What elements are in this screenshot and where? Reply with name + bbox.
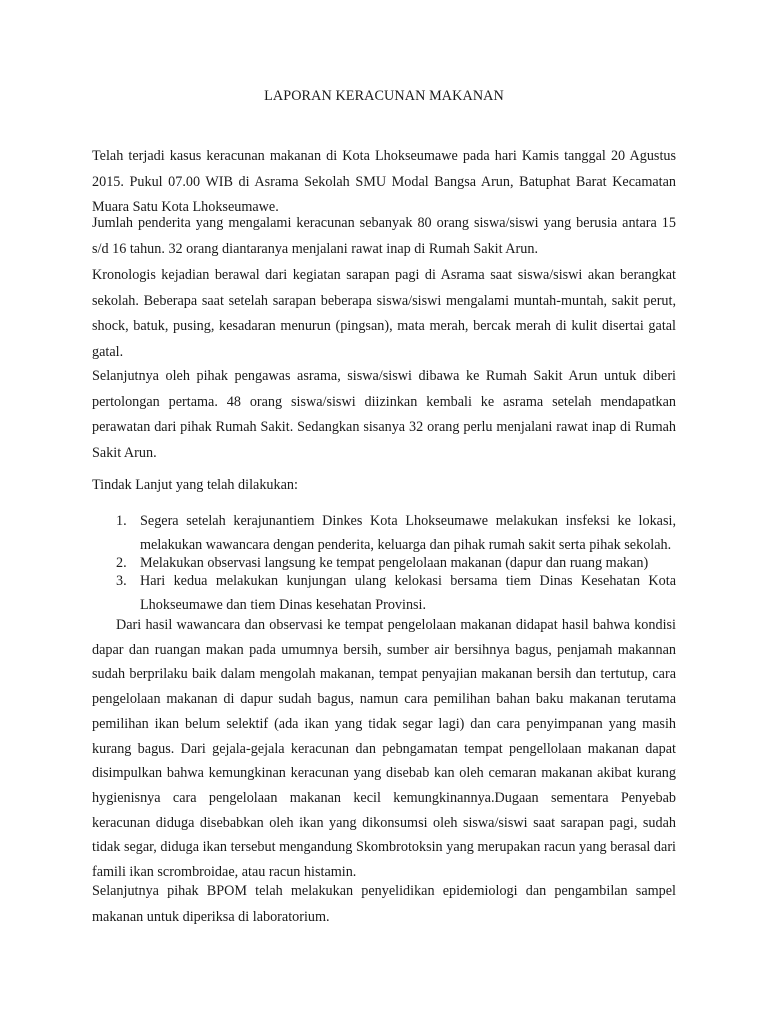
list-item (92, 569, 676, 617)
document-title: LAPORAN KERACUNAN MAKANAN (264, 88, 504, 104)
paragraph-jumlah: Jumlah penderita yang mengalami keracunan sebanyak 80 orang siswa/siswi yang berusia antara 15 s/d 16 tahun. 32 orang diantaranya menjalani rawat inap di Rumah Sakit Arun. (92, 215, 676, 257)
paragraph-intro: Telah terjadi kasus keracunan makanan di Kota Lhokseumawe pada hari Kamis tanggal 20 Agustus 2015. Pukul 07.00 WIB di Asrama Sekolah SMU Modal Bangsa Arun, Batuphat Barat Kecamatan Muara Satu Kota Lhokseumawe. (92, 148, 676, 215)
paragraph-kronologis: Kronologis kejadian berawal dari kegiatan sarapan pagi di Asrama saat siswa/siswi akan berangkat sekolah. Beberapa saat setelah sarapan beberapa siswa/siswi mengalami muntah-muntah, sakit perut, shock, batuk, pusing, kesadaran menurun (pingsan), mata merah, bercak merah di kulit disertai gatal gatal. (92, 267, 676, 360)
paragraph-hasil: Dari hasil wawancara dan observasi ke tempat pengelolaan makanan didapat hasil bahwa kondisi dapar dan ruangan makan pada umumnya bersih, sumber air bersihnya bagus, penjamah makannan sudah berprilaku baik dalam mengolah makanan, tempat penyajian makanan bersih dan tertutup, cara pengelolaan makanan di dapur sudah bagus, namun cara pemilihan bahan baku makanan terutama pemilihan ikan belum selektif (ada ikan yang tidak segar lagi) dan cara penyimpanan yang masih kurang bagus. Dari gejala-gejala keracunan dan pebngamatan tempat pengellolaan makanan dapat disimpulkan bahwa kemungkinan keracunan yang disebab kan oleh cemaran makanan akibat kurang hygienisnya cara pengelolaan makanan kecil kemungkinannya.Dugaan sementara Penyebab keracunan diduga disebabkan oleh ikan yang dikonsumsi oleh siswa/siswi saat sarapan pagi, sudah tidak segar, diduga ikan tersebut mengandung Skombrotoksin yang merupakan racun yang berasal dari famili ikan scrombroidae, atau racun histamin. (92, 617, 676, 881)
paragraph-selanjutnya: Selanjutnya oleh pihak pengawas asrama, siswa/siswi dibawa ke Rumah Sakit Arun untuk diberi pertolongan pertama. 48 orang siswa/siswi diizinkan kembali ke asrama setelah mendapatkan perawatan dari pihak Rumah Sakit. Sedangkan sisanya 32 orang perlu menjalani rawat inap di Rumah Sakit Arun. (92, 368, 676, 461)
list-item-text: Melakukan observasi langsung ke tempat pengelolaan makanan (dapur dan ruang makan) (140, 555, 649, 571)
list-item-number: 1. (116, 513, 127, 529)
list-item-number: 3. (116, 573, 127, 589)
list-item-text: Hari kedua melakukan kunjungan ulang kelokasi bersama tiem Dinas Kesehatan Kota Lhokseumawe dan tiem Dinas kesehatan Provinsi. (140, 573, 676, 613)
list-item (92, 509, 676, 557)
list-item-text: Segera setelah kerajunantiem Dinkes Kota Lhokseumawe melakukan insfeksi ke lokasi, melakukan wawancara dengan penderita, keluarga dan pihak rumah sakit serta pihak sekolah. (140, 513, 676, 553)
tindak-lanjut-heading: Tindak Lanjut yang telah dilakukan: (92, 477, 298, 493)
list-item-number: 2. (116, 555, 127, 571)
paragraph-bpom: Selanjutnya pihak BPOM telah melakukan penyelidikan epidemiologi dan pengambilan sampel makanan untuk diperiksa di laboratorium. (92, 883, 676, 925)
tindak-lanjut-list (92, 509, 676, 617)
